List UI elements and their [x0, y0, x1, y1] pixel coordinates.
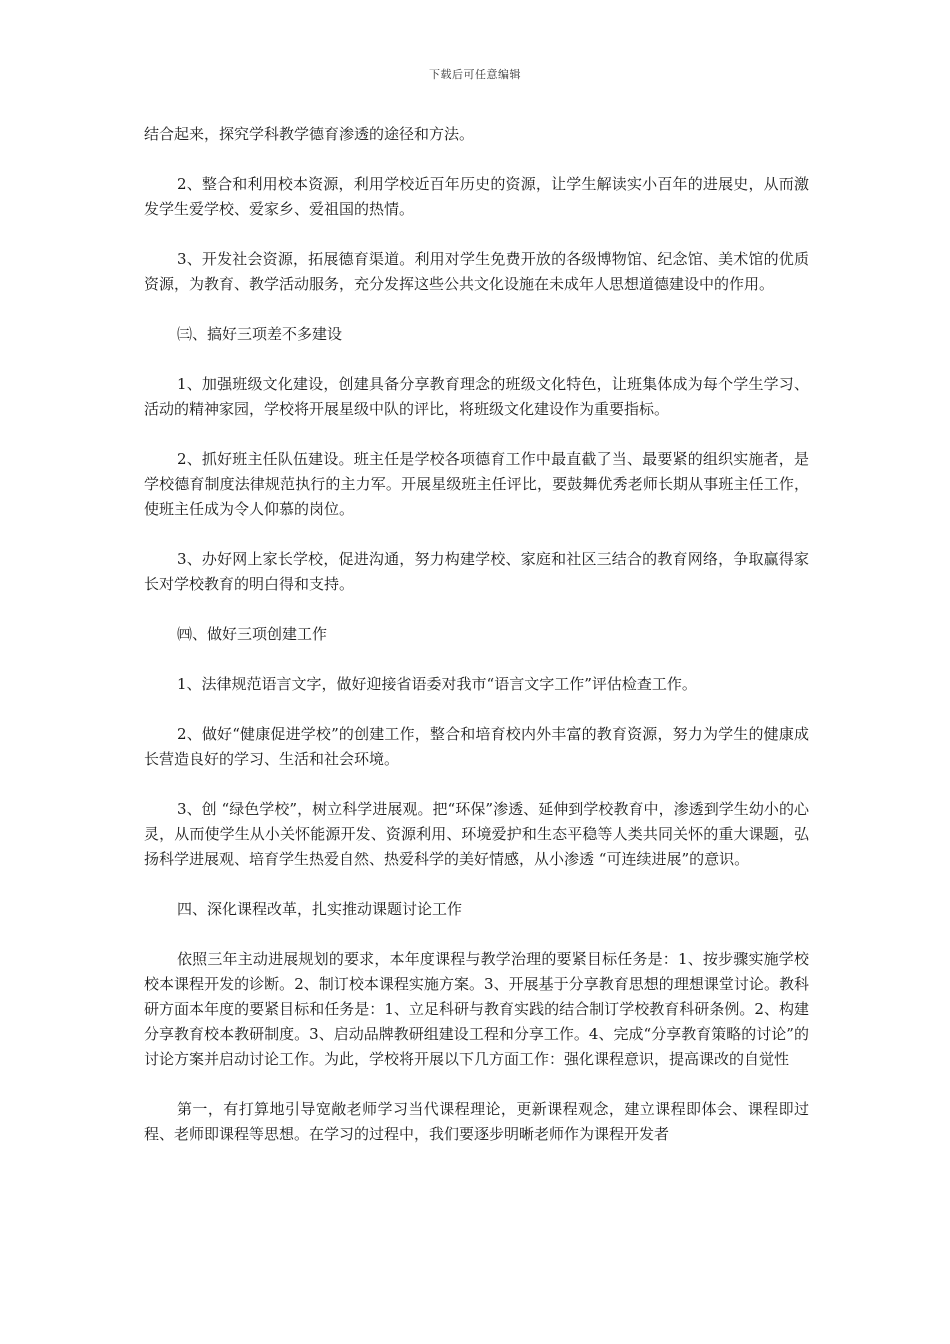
section-heading: ㈣、做好三项创建工作 — [177, 625, 328, 643]
paragraph: 结合起来，探究学科教学德育渗透的途径和方法。 — [144, 125, 475, 143]
paragraph: 1、加强班级文化建设，创建具备分享教育理念的班级文化特色，让班集体成为每个学生学习、活动的精神家园，学校将开展星级中队的评比，将班级文化建设作为重要指标。 — [144, 375, 809, 418]
paragraph: 依照三年主动进展规划的要求，本年度课程与教学治理的要紧目标任务是：1、按步骤实施学校校本课程开发的诊断。2、制订校本课程实施方案。3、开展基于分享教育思想的理想课堂讨论。教科研方面本年度的要紧目标和任务是：1、立足科研与教育实践的结合制订学校教育科研条例。2、构建分享教育校本教研制度。3、启动品牌教研组建设工程和分享工作。4、完成“分享教育策略的讨论”的讨论方案并启动讨论工作。为此，学校将开展以下几方面工作：强化课程意识，提高课改的自觉性 — [144, 950, 809, 1068]
section-heading: ㈢、搞好三项差不多建设 — [177, 325, 343, 343]
paragraph: 2、整合和利用校本资源，利用学校近百年历史的资源，让学生解读实小百年的进展史，从而激发学生爱学校、爱家乡、爱祖国的热情。 — [144, 175, 809, 218]
paragraph: 2、做好“健康促进学校”的创建工作，整合和培育校内外丰富的教育资源，努力为学生的健康成长营造良好的学习、生活和社会环境。 — [144, 725, 809, 768]
paragraph: 2、抓好班主任队伍建设。班主任是学校各项德育工作中最直截了当、最要紧的组织实施者，是学校德育制度法律规范执行的主力军。开展星级班主任评比，要鼓舞优秀老师长期从事班主任工作，使班主任成为令人仰慕的岗位。 — [144, 450, 809, 518]
paragraph: 3、创 “绿色学校”，树立科学进展观。把“环保”渗透、延伸到学校教育中，渗透到学生幼小的心灵，从而使学生从小关怀能源开发、资源利用、环境爱护和生态平稳等人类共同关怀的重大课题，弘扬科学进展观、培育学生热爱自然、热爱科学的美好情感，从小渗透 “可连续进展”的意识。 — [144, 800, 809, 868]
section-heading: 四、深化课程改革，扎实推动课题讨论工作 — [177, 900, 463, 918]
paragraph: 3、开发社会资源，拓展德育渠道。利用对学生免费开放的各级博物馆、纪念馆、美术馆的优质资源，为教育、教学活动服务，充分发挥这些公共文化设施在未成年人思想道德建设中的作用。 — [144, 250, 809, 293]
paragraph: 3、办好网上家长学校，促进沟通，努力构建学校、家庭和社区三结合的教育网络，争取赢得家长对学校教育的明白得和支持。 — [144, 550, 809, 593]
paragraph: 第一，有打算地引导宽敞老师学习当代课程理论，更新课程观念，建立课程即体会、课程即过程、老师即课程等思想。在学习的过程中，我们要逐步明晰老师作为课程开发者 — [144, 1100, 809, 1143]
document-body — [144, 122, 809, 1172]
paragraph: 1、法律规范语言文字，做好迎接省语委对我市“语言文字工作”评估检查工作。 — [177, 675, 697, 693]
page-header: 下载后可任意编辑 — [429, 68, 521, 81]
